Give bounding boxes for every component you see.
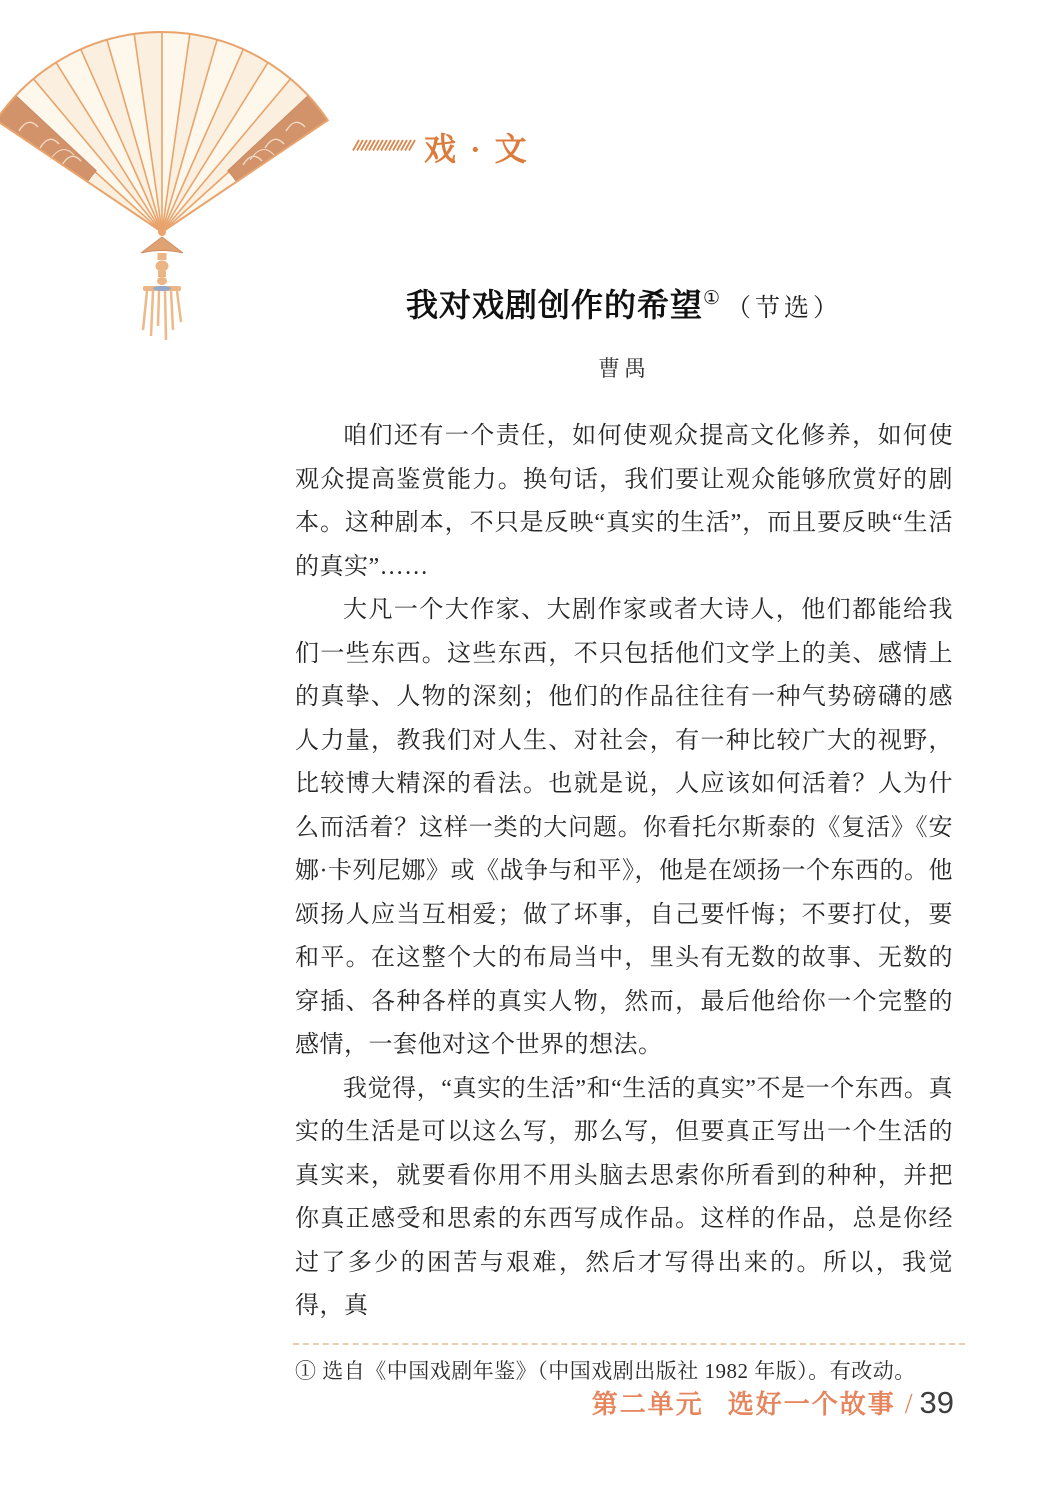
- folding-fan-icon: [0, 0, 344, 345]
- article: [295, 0, 953, 1387]
- footer-unit-title: 选好一个故事: [727, 1390, 896, 1419]
- article-title-block: [295, 280, 953, 326]
- body-paragraph: 咱们还有一个责任，如何使观众提高文化修养，如何使观众提高鉴赏能力。换句话，我们要让观众能够欣赏好的剧本。这种剧本，不只是反映“真实的生活”，而且要反映“生活的真实”……: [295, 423, 953, 580]
- author-name: 曹禺: [597, 356, 650, 381]
- page-number: 39: [919, 1385, 954, 1420]
- body-paragraph: 我觉得，“真实的生活”和“生活的真实”不是一个东西。真实的生活是可以这么写，那么写，但要真正写出一个生活的真实来，就要看你用不用头脑去思索你所看到的种种，并把你真正感受和思索的东西写成作品。这样的作品，总是你经过了多少的困苦与艰难，然后才写得出来的。所以，我觉得，真: [295, 1075, 953, 1319]
- section-label: 戏 · 文: [424, 131, 530, 167]
- fan-illustration: [0, 0, 344, 345]
- article-body: [295, 415, 953, 1329]
- body-paragraph: 大凡一个大作家、大剧作家或者大诗人，他们都能给我们一些东西。这些东西，不只包括他们文学上的美、感情上的真挚、人物的深刻；他们的作品往往有一种气势磅礴的感人力量，教我们对人生、对社会，有一种比较广大的视野，比较博大精深的看法。也就是说，人应该如何活着？人为什么而活着？这样一类的大问题。你看托尔斯泰的《复活》《安娜·卡列尼娜》或《战争与和平》，他是在颂扬一个东西的。他颂扬人应当互相爱；做了坏事，自己要忏悔；不要打仗，要和平。在这整个大的布局当中，里头有无数的故事、无数的穿插、各种各样的真实人物，然而，最后他给你一个完整的感情，一套他对这个世界的想法。: [295, 597, 953, 1058]
- footnote-divider: [293, 1343, 965, 1345]
- title-footnote-ref: ①: [702, 288, 721, 309]
- tassel-icon: [141, 237, 183, 340]
- article-title: 我对戏剧创作的希望: [405, 287, 703, 323]
- footer-unit-label: 第二单元: [591, 1390, 704, 1419]
- title-subtitle: （节选）: [726, 295, 843, 322]
- page-footer: [592, 1384, 954, 1421]
- footer-separator: /: [904, 1389, 913, 1420]
- footnote: ① 选自《中国戏剧年鉴》（中国戏剧出版社 1982 年版）。有改动。: [295, 1358, 916, 1383]
